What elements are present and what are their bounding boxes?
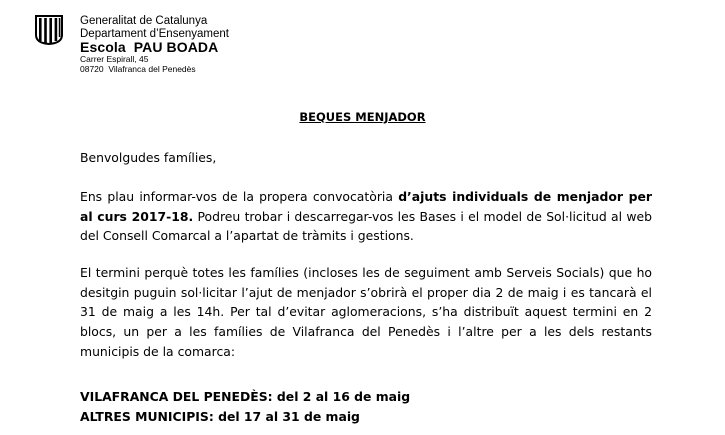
letterhead-department: Departament d’Ensenyament — [80, 27, 229, 40]
greeting: Benvolgudes famílies, — [80, 150, 217, 165]
deadline-altres-municipis: ALTRES MUNICIPIS: del 17 al 31 de maig — [80, 408, 360, 424]
paragraph-deadline: El termini perquè totes les famílies (incloses les de seguiment amb Serveis Socials) que ho desitgin puguin sol·licitar l’ajut de menjador s’obrirà el proper dia 2 de maig i es tancarà el 31 de maig a les 14h. Per tal d’evitar aglomeracions, s’ha distribuït aquest termini en 2 blocs, un per a les famílies de Vilafranca del Penedès i l’altre per a les dels restants municipis de la comarca: — [80, 265, 652, 359]
deadline-blocks — [80, 387, 652, 426]
letterhead-government: Generalitat de Catalunya — [80, 15, 208, 27]
letterhead-address: Carrer Espirall, 45 — [80, 54, 149, 64]
deadline-vilafranca: VILAFRANCA DEL PENEDÈS: del 2 al 16 de maig — [80, 389, 411, 404]
letterhead-school-name: Escola PAU BOADA — [80, 39, 219, 55]
letterhead-postal: 08720 Vilafranca del Penedès — [80, 63, 196, 74]
document-title: BEQUES MENJADOR — [299, 110, 426, 124]
paragraph-announcement-intro: Ens plau informar-vos de la propera convocatòria — [80, 189, 399, 204]
paragraph-announcement — [80, 187, 652, 246]
catalan-coat-of-arms-icon — [34, 15, 64, 45]
paragraph-announcement-bold: d’ajuts individuals de menjador per al curs 2017-18. — [80, 189, 652, 224]
paragraph-announcement-rest: Podreu trobar i descarregar-vos les Bases i el model de Sol·licitud al web del Consell Comarcal a l’apartat de tràmits i gestions. — [80, 208, 652, 244]
letterhead — [80, 15, 229, 74]
